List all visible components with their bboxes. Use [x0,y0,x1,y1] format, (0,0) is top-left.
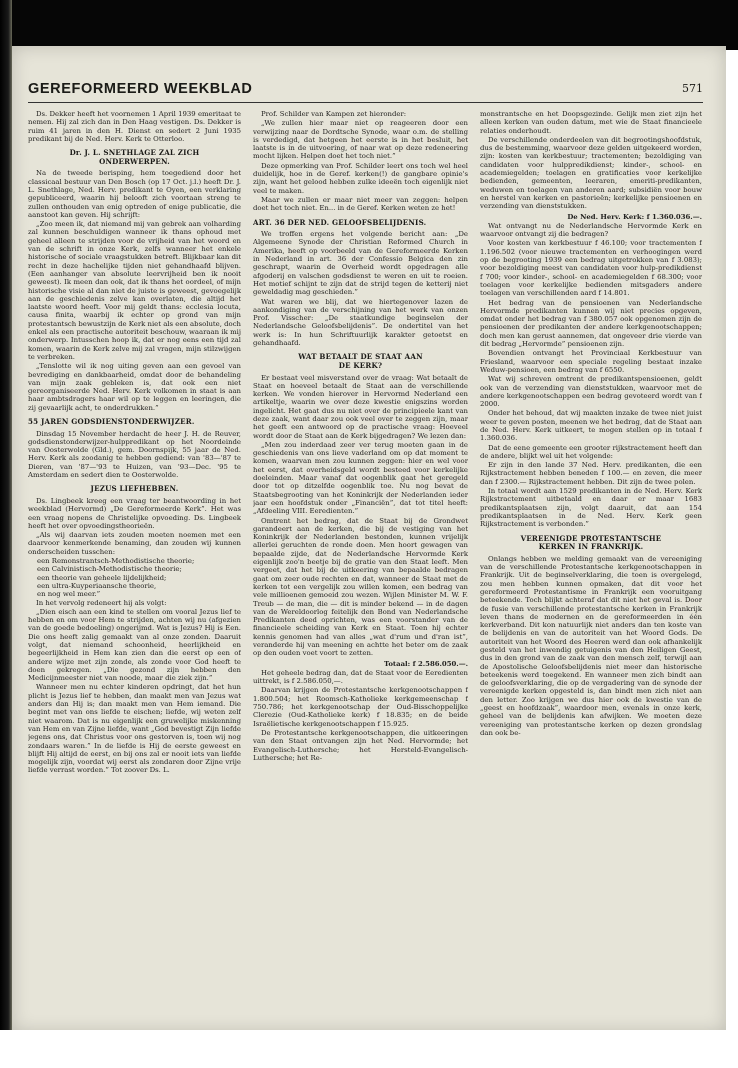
paragraph: Dinsdag 15 November herdacht de heer J. H. de Reuver, godsdienstonderwijzer-hulppredikant op het Noordeinde van Oosterwolde (Gld.), gem. Doornspijk, 55 jaar de Ned. Herv. Kerk als zoodanig te hebben gediend: van '83—'87 te Dieren, van '87—'93 te Huizen, van '93—Dec. '95 te Amsterdam en sedert dien te Oosterwolde. [28,429,241,480]
heading-art-36: ART. 36 DER NED. GELOOFSBELIJDENIS. [253,217,427,227]
paragraph: „Als wij daarvan iets zouden moeten noemen met een daarvoor kenmerkende benaming, dan zouden wij kunnen onderscheiden tusschen: [28,531,241,556]
paragraph: Daarvan krijgen de Protestantsche kerkgenootschappen f 1.800.504; het Roomsch-Katholieke kerkgemeenschap f 750.786; het kerkgenootschap der Oud-Bisschoppelijke Clerezie (Oud-Katholieke kerk) f 18.835; en de beide Israëlietische kerkgenootschappen f 15.925. [253,686,468,728]
subtotal-line: Totaal: f 2.586.050.—. [383,659,468,668]
paragraph: Het geheele bedrag dan, dat de Staat voor de Eeredienten uittrekt, is f 2.586.050,—. [253,668,468,686]
running-header [28,79,703,101]
heading-line: ONDERWERPEN. [99,156,170,166]
paragraph: Ds. Dekker heeft het voornemen 1 April 1939 emeritaat te nemen. Hij zal zich dan in Den Haag vestigen. Ds. Dekker is ruim 41 jaren in den H. Dienst en sedert 2 Juni 1935 predikant bij de Ned. Herv. Kerk te Otterloo. [28,110,241,143]
paragraph: „Zoo meen ik, dat niemand mij van gebrek aan volharding zal kunnen beschuldigen wanneer ik thans ophoud met geheel alleen te strijden voor de vrijheid van het woord en van de schrift in onze Kerk, zelfs wanneer het enkele historische of sociale vraagstukken betreft. Blijkbaar kan dit recht in deze hachelijke tijden niet gehandhaafd blijven. (Een aanhanger van absolute leervrijheid ben ik nooit geweest). Ik meen dan ook, dat ik thans het oordeel, of mijn historische visie al dan niet de juiste is geweest, gevoegelijk aan de geschiedenis zelve kan overlaten, die altijd het laatste woord heeft. Voor mij geldt thans: ecclesia locuta, causa finita, waarbij ik echter op grond van mijn protestantsch bewustzijn de Kerk niet als een absolute, doch enkel als een practische autoriteit beschouw, waaraan ik mij onderwerp. Intusschen hoop ik, dat er nog eens een tijd zal komen, waarin de Kerk zelve mij zal vragen, mijn stilzwijgen te verbreken. [28,220,241,361]
paragraph: Onlangs hebben we melding gemaakt van de vereeniging van de verschillende Protestantsche kerkgenootschappen in Frankrijk. Uit de beginselverklaring, die toen is overgelegd, zou men hebben kunnen opmaken, dat dit voor het gereformeerd Protestantisme in Frankrijk een vooruitgang beteekende. Toch blijkt achteraf dat dit niet het geval is. Door de fusie van verschillende protestantsche kerken in Frankrijk leven thans de modernen en de gereformeerden in één kerkverband. Dit kon natuurlijk niet anders dan ten koste van de belijdenis en van de autoriteit van het Woord Gods. De autoriteit van het Woord des Heeren werd dan ook afhankelijk gesteld van het inwendig getuigenis van den Heiligen Geest, dus in den grond van de zaak van den mensch zelf, terwijl aan de Apostolische Geloofsbelijdenis niet meer dan historische beteekenis werd toegekend. En wanneer men zich bindt aan de geloofsverklaring, die op de vergadering van de synode der vereenigde kerken opgesteld is, dan bindt men zich niet aan den letter. Zoo krijgen we dus hier ook de kwestie van de „geest en hoofdzaak”, waardoor men, evenals in onze kerk, geheel van de belijdenis kan afwijken. We moeten deze vereeniging van protestantsche kerken op dezen grondslag dan ook be- [480,554,702,737]
list-item: en nog wel meer.” [37,590,101,599]
paragraph: Ds. Lingbeek kreeg een vraag ter beantwoording in het weekblad (Hervormd) „De Gereformeerde Kerk”. Het was een vraag nopens de Christelijke opvoeding. Ds. Lingbeek heeft het over opvoedingstheorieën. [28,496,241,530]
heading-line: DE KERK? [338,360,383,370]
paragraph: Er zijn in den lande 37 Ned. Herv. predikanten, die een Rijkstractement hebben beneden f 100.— en zeven, die meer dan f 2300.— Rijkstractement hebben. Dit zijn de twee polen. [480,461,702,486]
heading-vereenigde-kerken [480,535,702,552]
heading-line: VEREENIGDE PROTESTANTSCHE [520,533,662,543]
paragraph: Wat ontvangt nu de Nederlandsche Hervormde Kerk en waarvoor ontvangt zij die bedragen? [480,221,702,239]
heading-snethlage [28,149,241,166]
heading-jezus-liefhebben: JEZUS LIEFHEBBEN. [90,484,179,494]
paragraph: „Dien eisch aan een kind te stellen om vooral Jezus lief te hebben en om voor Hem te strijden, achten wij nu (afgezien van de goede bedoeling) ongerijmd. Wat is Jezus? Hij is Een. Die ons heeft zalig gemaakt van al onze zonden. Daaruit volgt, dat niemand schoonheid, heerlijkheid en begeerlijkheid in Hem kan zien dan die eerst op een of andere wijze met zijn zonde, als zonde voor God heeft te doen gekregen. „Die gezond zijn hebben den Medicijnmeester niet van noode, maar die ziek zijn.” [28,607,241,683]
paragraph: monstrantsche en het Doopsgezinde. Gelijk men ziet zijn het alleen kerken van ouden datum, met wie de Staat financieele relaties onderhoudt. [480,110,702,135]
column-3 [480,110,702,1022]
heading-line: WAT BETAALT DE STAAT AAN [298,352,423,362]
paragraph: De Protestantsche kerkgenootschappen, die uitkeeringen van den Staat ontvangen zijn het Ned. Hervormde; het Evangelisch-Luthersche; het Hersteld-Evangelisch-Luthersche; het Re- [253,728,468,762]
paragraph: Voor kosten van kerkbestuur f 46.100; voor tractementen f 1.196.502 (voor nieuwe tractementen en verhoogingen werd op de begrooting 1939 een bedrag uitgetrokken van f 3.083); voor bezoldiging meest van candidaten voor hulp-predikdienst f 700; voor kinder-, school- en academiegelden f 68.300; voor toelagen voor kerkelijke bedienden mitsgaders andere toelagen van verschillenden aard f 14.801. [480,239,702,298]
paragraph: In totaal wordt aan 1529 predikanten in de Ned. Herv. Kerk Rijkstractement uitbetaald en daar er maar 1683 predikantsplaatsen zijn, volgt daaruit, dat aan 154 predikantsplaatsen in de Ned. Herv. Kerk geen Rijkstractement is verbonden.” [480,487,702,529]
header-rule [28,102,703,103]
publication-title: GEREFORMEERD WEEKBLAD [28,81,253,97]
paragraph: De verschillende onderdeelen van dit begrootingshoofdstuk, dus de bestemming, waarvoor deze gelden uitgekeerd worden, zijn: kosten van kerkbestuur; tractementen; bezoldiging van candidaten voor hulppredikdienst; kinder-, school- en academiegelden; toelagen en gratificaties voor kerkelijke bedienden, gemeenten, leeraren, emeriti-predikanten, weduwen en toelagen van anderen aard; subsidiën voor bouw en herstel van kerken en pastorieën; kerkelijke pensioenen en verzending van dienststukken. [480,135,702,211]
paragraph: „Men zou inderdaad zeer ver terug moeten gaan in de geschiedenis van ons lieve vaderland om op dat moment te komen, waarvan men zou kunnen zeggen: hier en wel voor het eerst, dat overheidsgeld wordt besteed voor kerkelijke doeleinden. Maar vanaf dat oogenblik gaat het geregeld door tot op ditzelfde oogenblik toe. Nu nog bevat de Staatsbegrooting van het Koninkrijk der Nederlanden ieder jaar een hoofdstuk onder „Financiën”, dat tot titel heeft: „Afdeeling VIII. Eeredienten.” [253,440,468,516]
scan-border-left [0,0,12,1068]
list-item: een Calvinistisch-Methodistische theorie; [37,565,182,574]
paragraph: Onder het behoud, dat wij maakten inzake de twee niet juist weer te geven posten, meenen we het bedrag, dat de Staat aan de Ned. Herv. Kerk uitkeert, te mogen stellen op in totaal f 1.360.036. [480,409,702,443]
heading-line: Dr. J. L. SNETHLAGE ZAL ZICH [69,148,200,158]
subtotal-line: De Ned. Herv. Kerk: f 1.360.036.—. [567,212,702,221]
heading-godsdienstonderwijzer: 55 JAREN GODSDIENSTONDERWIJZER. [28,416,195,426]
paragraph: Bovendien ontvangt het Provinciaal Kerkbestuur van Friesland, waarvoor een speciale regeling bestaat inzake Weduw-pensioen, een bedrag van f 6550. [480,349,702,374]
paragraph: Wanneer men nu echter kinderen opdringt, dat het hun plicht is Jezus lief te hebben, dan maakt men van Jezus wat anders dan Hij is; dan maakt men van Hem iemand. Die begint met van ons liefde te eischen; liefde, wij weten zelf niet waarom. Dat is nu eigenlijk een gruwelijke miskenning van Hem en van Zijne liefde, want „God bevestigt Zijn liefde jegens ons, dat Christus voor ons gestorven is, toen wij nog zondaars waren.” In de liefde is Hij de eerste geweest en blijft Hij altijd de eerst, en bij ons zal er nooit iets van liefde mogelijk zijn, voordat wij eerst als zondaren door Zijne vrije liefde verrast worden.” Tot zoover Ds. L. [28,683,241,775]
paragraph: Omtrent het bedrag, dat de Staat bij de Grondwet garandeert aan de kerken, die bij de vestiging van het Koninkrijk der Nederlanden bestonden, kunnen vrijelijk allerlei geruchten de ronde doen. Men hoort gewagen van bepaalde zijde, dat de Nederlandsche Hervormde Kerk eigenlijk zoo'n beetje bij de gratie van den Staat leeft. Men vergeet, dat het bij de uitkeering van bepaalde bedragen gaat om zeer oude rechten en dat, wanneer de Staat met de kerken tot een vergelijk zou willen komen, een bedrag van vele millioenen gemoeid zou wezen. Wijlen Minister M. W. F. Treub — de man, die — dit is minder bekend — in de dagen van de Wereldoorlog feitelijk den Bond van Nederlandsche Predikanten deed oprichten, was een voorstander van de financieele scheiding van Kerk en Staat. Toen hij echter kennis genomen had van alles „wat d'rum und d'ran ist”, veranderde hij van meening en achtte het beter om de zaak op den ouden voet voort te zetten. [253,516,468,658]
page-number: 571 [682,82,703,95]
scan-border-bottom [0,1030,738,1068]
scan-border-top [0,0,738,50]
heading-wat-betaalt-de-staat [253,353,468,370]
paragraph: Maar we zullen er maar niet meer van zeggen: helpen doet het toch niet. En... in de Geref. Kerken weten ze het! [253,195,468,213]
paragraph: Wat wij schreven omtrent de predikantspensioenen, geldt ook van de verzending van dienststukken, waarvoor met de andere kerkgenootschappen een bedrag gevoteerd wordt van f 2000. [480,375,702,409]
paragraph: Dat de eene gemeente een grooter rijkstractement heeft dan de andere, blijkt wel uit het volgende: [480,443,702,460]
list-item: een ultra-Kuyperiaansche theorie, [37,581,157,590]
heading-line: KERKEN IN FRANKRIJK. [538,542,644,552]
paragraph: We troffen ergens het volgende bericht aan: „De Algemeene Synode der Christian Reformed Church in Amerika, heeft op voorbeeld van de Gereformeerde Kerken in Nederland in art. 36 der Confessio Belgica den zin geschrapt, waarin de Overheid wordt opgedragen alle afgoderij en valschen godsdienst te weren en uit te roeien. Het motief schijnt te zijn dat de strijd tegen de ketterij niet geweldadig mag geschieden.” [253,230,468,297]
paragraph: „We zullen hier maar niet op reageeren door een verwijzing naar de Dordtsche Synode, waar o.m. de stelling is verdedigd, dat hetgeen het eerste is in het besluit, het laatste is in de uitvoering, of naar wat op deze redeneering mocht lijken. Helpen doet het toch niet.” [253,119,468,161]
paragraph: Wat waren we blij, dat we hiertegenover lazen de aankondiging van de verschijning van het werk van onzen Prof. Visscher: „De staatkundige beginselen der Nederlandsche Geloofsbelijdenis”. De ondertitel van het werk is: In hun Schriftuurlijk karakter getoetst en gehandhaafd. [253,297,468,348]
paragraph: Na de tweede berisping, hem toegediend door het classicaal bestuur van Den Bosch (op 17 Oct. j.l.) heeft Dr. J. L. Snethlage, Ned. Herv. predikant te Oyen, een verklaring gepubliceerd, waarin hij belooft zich voortaan streng te zullen onthouden van enig optreden of enige publicatie, die aanstoot kan geven. Hij schrijft: [28,169,241,219]
paragraph: Er bestaat veel misverstand over de vraag: Wat betaalt de Staat en hoeveel betaalt de Staat aan de verschillende kerken. We vonden hierover in Hervormd Nederland een artikeltje, waarin we over deze kwestie enigszins worden ingelicht. Het gaat dus nu niet over de principieele kant van deze zaak, want daar zou ook veel over te zeggen zijn, maar het geeft een antwoord op de practische vraag: Hoeveel wordt door de Staat aan de Kerk bijgedragen? We lezen dan: [253,373,468,440]
paragraph: Deze opmerking van Prof. Schilder leert ons toch wel heel duidelijk, hoe in de Geref. kerken(!) de gangbare opinie's zijn, want het gelood hebben zulke ideeën toch eigenlijk niet veel te maken. [253,161,468,195]
list-item: een Remonstrantsch-Methodistische theorie; [37,557,195,566]
paragraph: Het bedrag van de pensioenen van Nederlandsche Hervormde predikanten kunnen wij niet precies opgeven, omdat onder het bedrag van f 380.057 ook opgenomen zijn de pensioenen der predikanten der andere kerkgenootschappen; doch men kan gerust aannemen, dat ongeveer drie vierde van dit bedrag „Hervormde” pensioenen zijn. [480,298,702,349]
list-item: een theorie van geheele lijdelijkheid; [37,573,167,582]
column-1 [28,110,241,1022]
paragraph: In het vervolg redeneert hij als volgt: [36,598,167,607]
paragraph: „Tenslotte wil ik nog uiting geven aan een gevoel van bevrediging en dankbaarheid, omdat door de behandeling van mijn zaak gebleken is, dat ook een niet gereorganiseerde Ned. Herv. Kerk volkomen in staat is aan haar ambtsdragers haar wil op te leggen en leeringen, die zij gevaarlijk acht, te onderdrukken.” [28,362,241,412]
column-2 [253,110,468,1022]
paragraph: Prof. Schilder van Kampen zet hieronder: [261,110,407,118]
